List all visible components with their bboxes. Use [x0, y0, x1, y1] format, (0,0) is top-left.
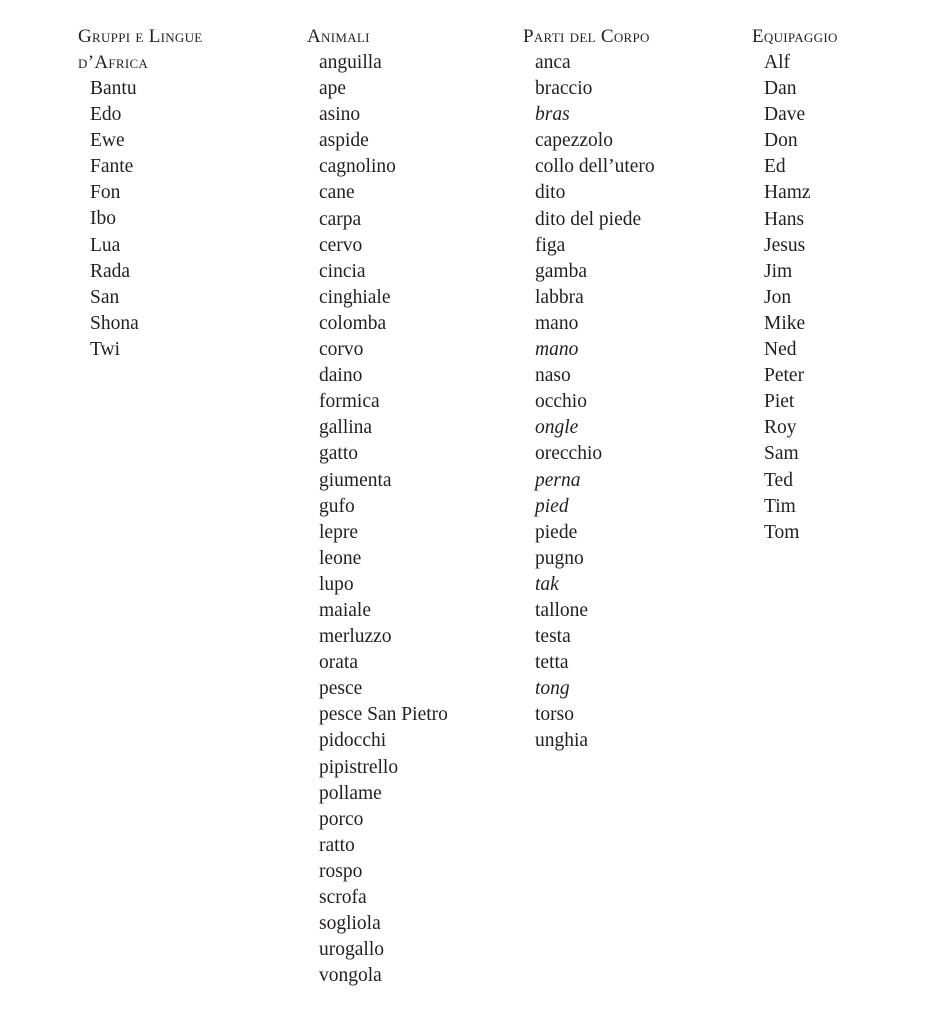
- list-item: testa: [535, 626, 571, 648]
- list-item: carpa: [319, 208, 362, 230]
- list-item: ape: [319, 78, 347, 100]
- list-item: unghia: [535, 730, 589, 752]
- column-heading: Gruppi e Lingue d’Africa: [78, 26, 203, 73]
- list-item: pugno: [535, 547, 584, 569]
- list-item: urogallo: [319, 939, 384, 961]
- list-item: Dan: [764, 78, 797, 100]
- list-item: cinghiale: [319, 286, 391, 308]
- list-item: gatto: [319, 443, 358, 465]
- list-item: pollame: [319, 782, 382, 804]
- list-item: lepre: [319, 521, 358, 543]
- list-item: Jim: [764, 260, 793, 282]
- list-item: figa: [535, 234, 566, 256]
- list-item: gufo: [319, 495, 355, 517]
- list-item: asino: [319, 104, 361, 126]
- list-item: Shona: [90, 312, 139, 334]
- list-item: ratto: [319, 834, 355, 856]
- list-item: torso: [535, 704, 574, 726]
- list-item: Hans: [764, 208, 805, 230]
- list-item: Mike: [764, 312, 806, 334]
- list-item: Jesus: [764, 234, 806, 256]
- column-african-groups: [78, 24, 278, 363]
- list-item: Ned: [764, 339, 797, 361]
- list-item: naso: [535, 365, 571, 387]
- list-item: Alf: [764, 52, 790, 73]
- list-item: Dave: [764, 104, 806, 126]
- list-item: mano: [535, 339, 579, 361]
- list-item: capezzolo: [535, 130, 613, 152]
- list-item: tak: [535, 573, 559, 595]
- list-item: Ted: [764, 469, 793, 491]
- column-heading: Animali: [307, 26, 370, 47]
- list-item: Twi: [90, 338, 121, 360]
- list-item: perna: [535, 469, 581, 491]
- list-item: Peter: [764, 365, 805, 387]
- list-item: Piet: [764, 391, 795, 413]
- list-item: tetta: [535, 652, 569, 674]
- list-item: mano: [535, 312, 579, 334]
- word-list: [523, 50, 655, 755]
- list-item: gamba: [535, 260, 587, 282]
- list-item: porco: [319, 808, 364, 830]
- column-heading: Equipaggio: [752, 26, 838, 47]
- list-item: Tom: [764, 521, 800, 543]
- list-item: cagnolino: [319, 156, 396, 178]
- list-item: aspide: [319, 130, 369, 152]
- list-item: orecchio: [535, 443, 603, 465]
- word-list: [307, 50, 448, 989]
- list-item: cincia: [319, 260, 366, 282]
- list-item: Bantu: [90, 78, 137, 99]
- list-item: San: [90, 286, 120, 308]
- list-item: Don: [764, 130, 798, 152]
- list-item: giumenta: [319, 469, 392, 491]
- column-crew: [752, 24, 838, 546]
- list-item: corvo: [319, 339, 364, 361]
- list-item: Jon: [764, 286, 792, 308]
- list-item: orata: [319, 652, 358, 674]
- list-item: anguilla: [319, 52, 382, 73]
- list-item: maiale: [319, 599, 371, 621]
- list-item: scrofa: [319, 887, 367, 908]
- list-item: pied: [535, 495, 569, 517]
- list-item: rospo: [319, 860, 363, 882]
- list-item: dito: [535, 182, 566, 204]
- list-item: labbra: [535, 286, 584, 308]
- list-item: lupo: [319, 573, 354, 595]
- list-item: daino: [319, 365, 363, 387]
- list-item: Rada: [90, 260, 131, 282]
- list-item: Lua: [90, 234, 121, 256]
- list-item: Fante: [90, 156, 134, 178]
- list-item: Ewe: [90, 130, 125, 152]
- list-item: formica: [319, 391, 380, 413]
- list-item: collo dell’utero: [535, 156, 655, 178]
- list-item: pipistrello: [319, 756, 399, 778]
- list-item: Fon: [90, 182, 121, 204]
- list-item: Sam: [764, 443, 799, 465]
- word-list: [752, 50, 838, 546]
- list-item: Tim: [764, 495, 796, 517]
- list-item: leone: [319, 547, 362, 569]
- list-item: ongle: [535, 417, 579, 439]
- word-list: [78, 76, 278, 363]
- list-item: Roy: [764, 417, 797, 439]
- list-item: occhio: [535, 391, 587, 413]
- list-item: tallone: [535, 599, 589, 621]
- list-item: Hamz: [764, 182, 811, 204]
- list-item: vongola: [319, 965, 382, 987]
- list-item: sogliola: [319, 913, 381, 935]
- list-item: pesce San Pietro: [319, 704, 448, 726]
- list-item: Edo: [90, 104, 122, 126]
- list-item: cervo: [319, 234, 363, 256]
- list-item: pesce: [319, 678, 363, 700]
- list-item: piede: [535, 521, 578, 543]
- list-item: Ed: [764, 156, 786, 178]
- list-item: tong: [535, 678, 570, 700]
- list-item: merluzzo: [319, 626, 392, 648]
- list-item: bras: [535, 104, 570, 126]
- column-animals: [307, 24, 448, 989]
- list-item: dito del piede: [535, 208, 642, 230]
- column-heading: Parti del Corpo: [523, 26, 650, 47]
- list-item: Ibo: [90, 208, 116, 230]
- list-item: cane: [319, 182, 355, 204]
- list-item: anca: [535, 52, 571, 73]
- list-item: gallina: [319, 417, 373, 439]
- list-item: pidocchi: [319, 730, 387, 752]
- list-item: braccio: [535, 78, 593, 100]
- column-body-parts: [523, 24, 655, 755]
- list-item: colomba: [319, 312, 387, 334]
